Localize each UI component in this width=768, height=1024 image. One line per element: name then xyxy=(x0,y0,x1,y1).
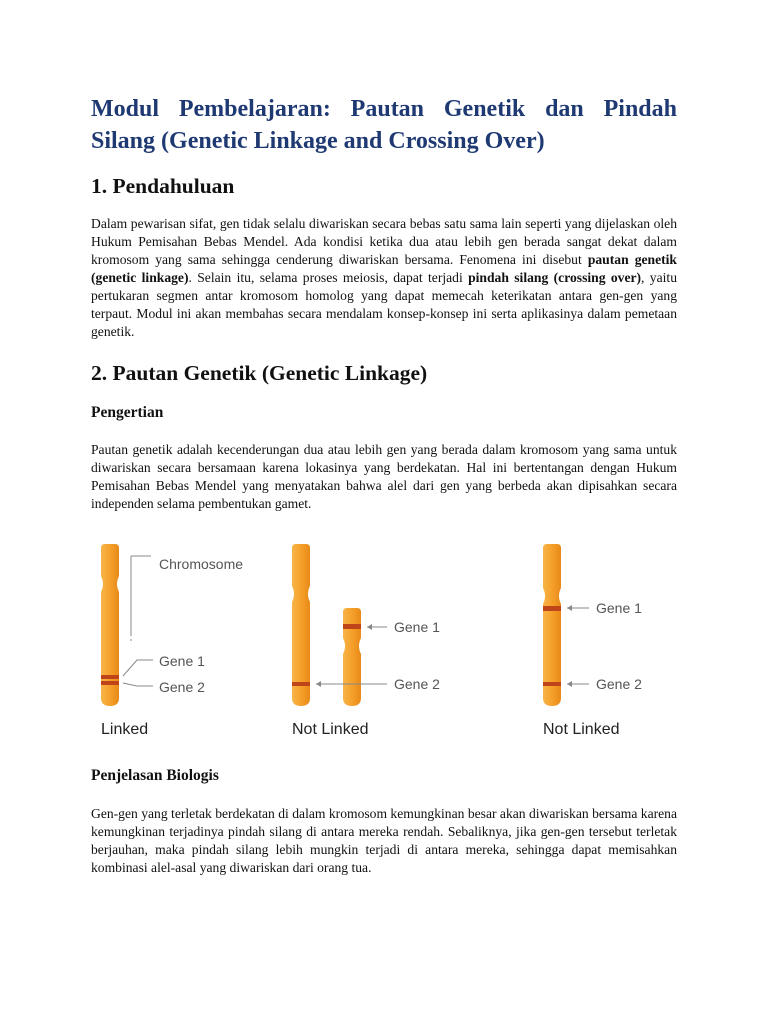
chromosome-far xyxy=(543,544,561,706)
gene2-label: Gene 2 xyxy=(159,679,205,695)
panel-caption-not-linked: Not Linked xyxy=(292,721,369,738)
gene1-band xyxy=(343,624,361,629)
text-run: Dalam pewarisan sifat, gen tidak selalu diwariskan secara bebas satu sama lain seperti yang dijelaskan oleh Hukum Pemisahan Bebas Mendel. Ada kondisi ketika dua atau lebih gen berada sangat dekat dalam kromosom yang sama sehingga cenderung diwariskan bersama. Fenomena ini disebut xyxy=(91,216,677,267)
gene2-band xyxy=(543,682,561,686)
linkage-figure xyxy=(91,534,677,746)
section-heading-pendahuluan: 1. Pendahuluan xyxy=(91,174,235,198)
section-heading-pautan-genetik: 2. Pautan Genetik (Genetic Linkage) xyxy=(91,361,428,385)
chromosome-large xyxy=(292,544,310,706)
gene2-band xyxy=(292,682,310,686)
gene2-band xyxy=(101,681,119,685)
panel-linked xyxy=(101,544,243,738)
panel-not-linked-far xyxy=(543,544,642,738)
chromosome-label: Chromosome xyxy=(159,556,244,572)
paragraph-intro xyxy=(91,215,677,341)
page-title: Modul Pembelajaran: Pautan Genetik dan Pindah Silang (Genetic Linkage and Crossing Over) xyxy=(91,96,677,154)
subheading-penjelasan-biologis: Penjelasan Biologis xyxy=(91,767,219,784)
bold-term-crossing-over: pindah silang (crossing over) xyxy=(468,270,642,285)
text-run: . Selain itu, selama proses meiosis, dapat terjadi xyxy=(188,270,469,285)
gene1-label: Gene 1 xyxy=(596,600,642,616)
gene1-band xyxy=(101,675,119,679)
bold-term-linkage: pautan genetik (genetic linkage) xyxy=(91,252,677,285)
panel-not-linked-separate xyxy=(292,544,440,738)
paragraph-pengertian: Pautan genetik adalah kecenderungan dua atau lebih gen yang berada dalam kromosom yang sama untuk diwariskan secara bersamaan karena lokasinya yang berdekatan. Hal ini bertentangan dengan Hukum Pemisahan Bebas Mendel yang menyatakan bahwa alel dari gen yang berbeda akan dipisahkan secara independen selama pembentukan gamet. xyxy=(91,442,677,511)
gene2-label: Gene 2 xyxy=(394,676,440,692)
linkage-diagram xyxy=(91,534,677,746)
panel-caption-not-linked: Not Linked xyxy=(543,721,620,738)
gene1-label: Gene 1 xyxy=(394,619,440,635)
gene2-label: Gene 2 xyxy=(596,676,642,692)
text-run: , yaitu pertukaran segmen antar kromosom homolog yang dapat memecah keterikatan antara gen-gen yang terpaut. Modul ini akan membahas secara mendalam konsep-konsep ini serta aplikasinya dalam pemetaan genetik. xyxy=(91,270,677,339)
gene1-label: Gene 1 xyxy=(159,653,205,669)
gene1-band xyxy=(543,606,561,611)
paragraph-penjelasan: Gen-gen yang terletak berdekatan di dalam kromosom kemungkinan besar akan diwariskan bersama karena kemungkinan terjadinya pindah silang di antara mereka rendah. Sebaliknya, jika gen-gen tersebut terletak berjauhan, maka pindah silang lebih mungkin terjadi di antara mereka, sehingga dapat memisahkan kombinasi alel-asal yang diwariskan dari orang tua. xyxy=(91,806,677,875)
subheading-pengertian: Pengertian xyxy=(91,404,164,421)
chromosome-small xyxy=(343,608,361,706)
panel-caption-linked: Linked xyxy=(101,721,149,738)
